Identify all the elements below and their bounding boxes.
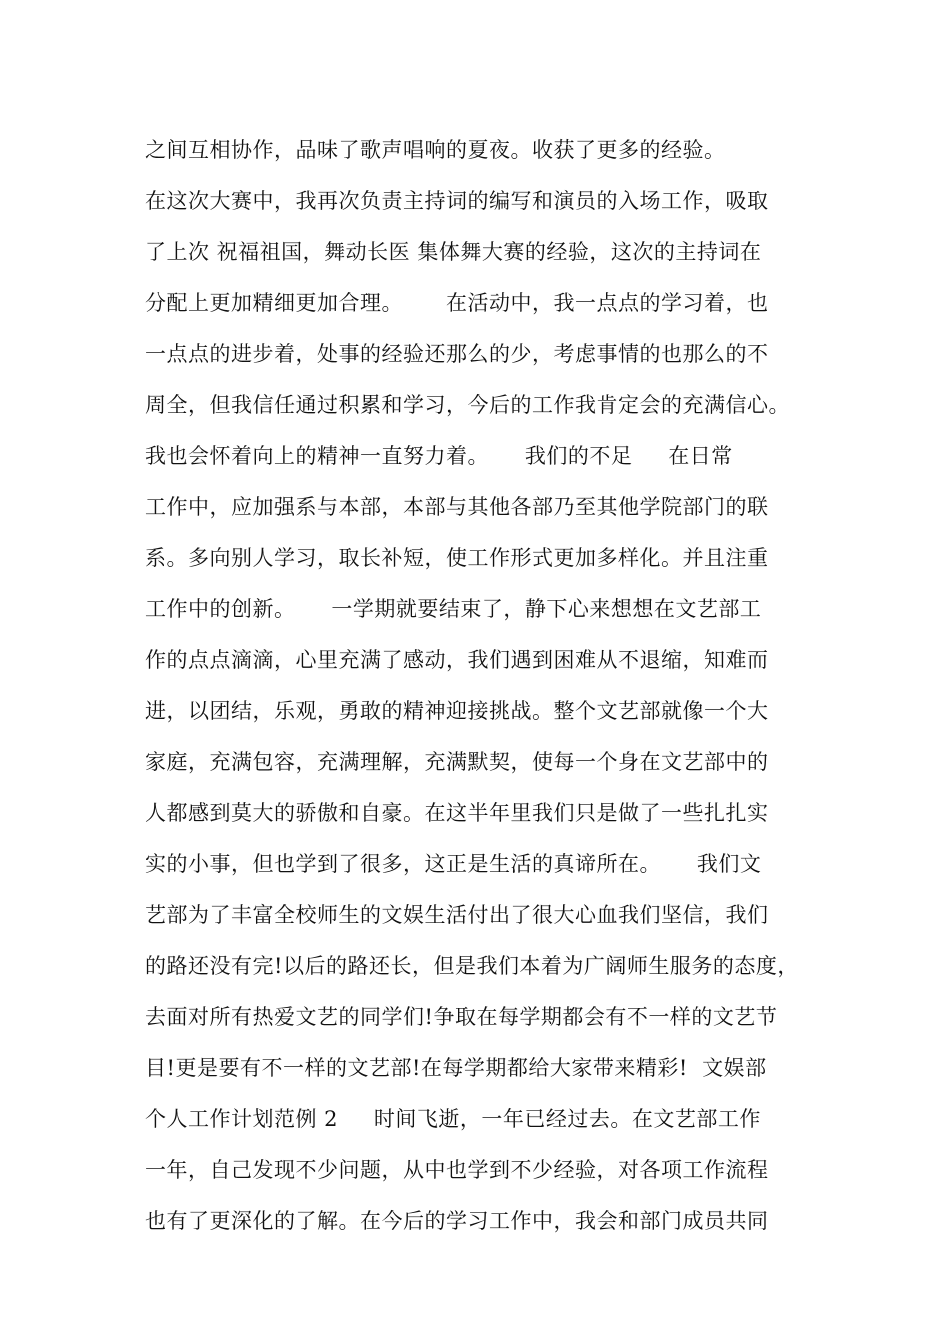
text-line: 作的点点滴滴，心里充满了感动，我们遇到困难从不退缩，知难而 bbox=[145, 648, 769, 672]
text-line: 人都感到莫大的骄傲和自豪。在这半年里我们只是做了一些扎扎实 bbox=[145, 801, 769, 825]
text-line: 工作中的创新。 一学期就要结束了，静下心来想想在文艺部工 bbox=[145, 597, 762, 621]
text-line: 周全，但我信任通过积累和学习，今后的工作我肯定会的充满信心。 bbox=[145, 393, 790, 417]
text-line: 工作中，应加强系与本部，本部与其他各部乃至其他学院部门的联 bbox=[145, 495, 769, 519]
text-line: 在这次大赛中，我再次负责主持词的编写和演员的入场工作，吸取 bbox=[145, 189, 769, 213]
text-line: 之间互相协作，品味了歌声唱响的夏夜。收获了更多的经验。 bbox=[145, 138, 726, 162]
text-line: 系。多向别人学习，取长补短，使工作形式更加多样化。并且注重 bbox=[145, 546, 769, 570]
text-line: 一年，自己发现不少问题，从中也学到不少经验，对各项工作流程 bbox=[145, 1158, 769, 1182]
text-line: 分配上更加精细更加合理。 在活动中，我一点点的学习着，也 bbox=[145, 291, 769, 315]
text-line: 实的小事，但也学到了很多，这正是生活的真谛所在。 我们文 bbox=[145, 852, 762, 876]
text-line: 个人工作计划范例 2 时间飞逝，一年已经过去。在文艺部工作 bbox=[145, 1107, 761, 1131]
text-line: 一点点的进步着，处事的经验还那么的少，考虑事情的也那么的不 bbox=[145, 342, 769, 366]
text-line: 了上次 祝福祖国，舞动长医 集体舞大赛的经验，这次的主持词在 bbox=[145, 240, 762, 264]
text-line: 也有了更深化的了解。在今后的学习工作中，我会和部门成员共同 bbox=[145, 1209, 769, 1233]
text-line: 我也会怀着向上的精神一直努力着。 我们的不足 在日常 bbox=[145, 444, 733, 468]
text-line: 艺部为了丰富全校师生的文娱生活付出了很大心血我们坚信，我们 bbox=[145, 903, 769, 927]
text-line: 家庭，充满包容，充满理解，充满默契，使每一个身在文艺部中的 bbox=[145, 750, 769, 774]
text-line: 目!更是要有不一样的文艺部!在每学期都给大家带来精彩! 文娱部 bbox=[145, 1056, 767, 1080]
text-line: 去面对所有热爱文艺的同学们!争取在每学期都会有不一样的文艺节 bbox=[145, 1005, 778, 1029]
text-line: 进，以团结，乐观，勇敢的精神迎接挑战。整个文艺部就像一个大 bbox=[145, 699, 769, 723]
text-line: 的路还没有完!以后的路还长，但是我们本着为广阔师生服务的态度， bbox=[145, 954, 799, 978]
